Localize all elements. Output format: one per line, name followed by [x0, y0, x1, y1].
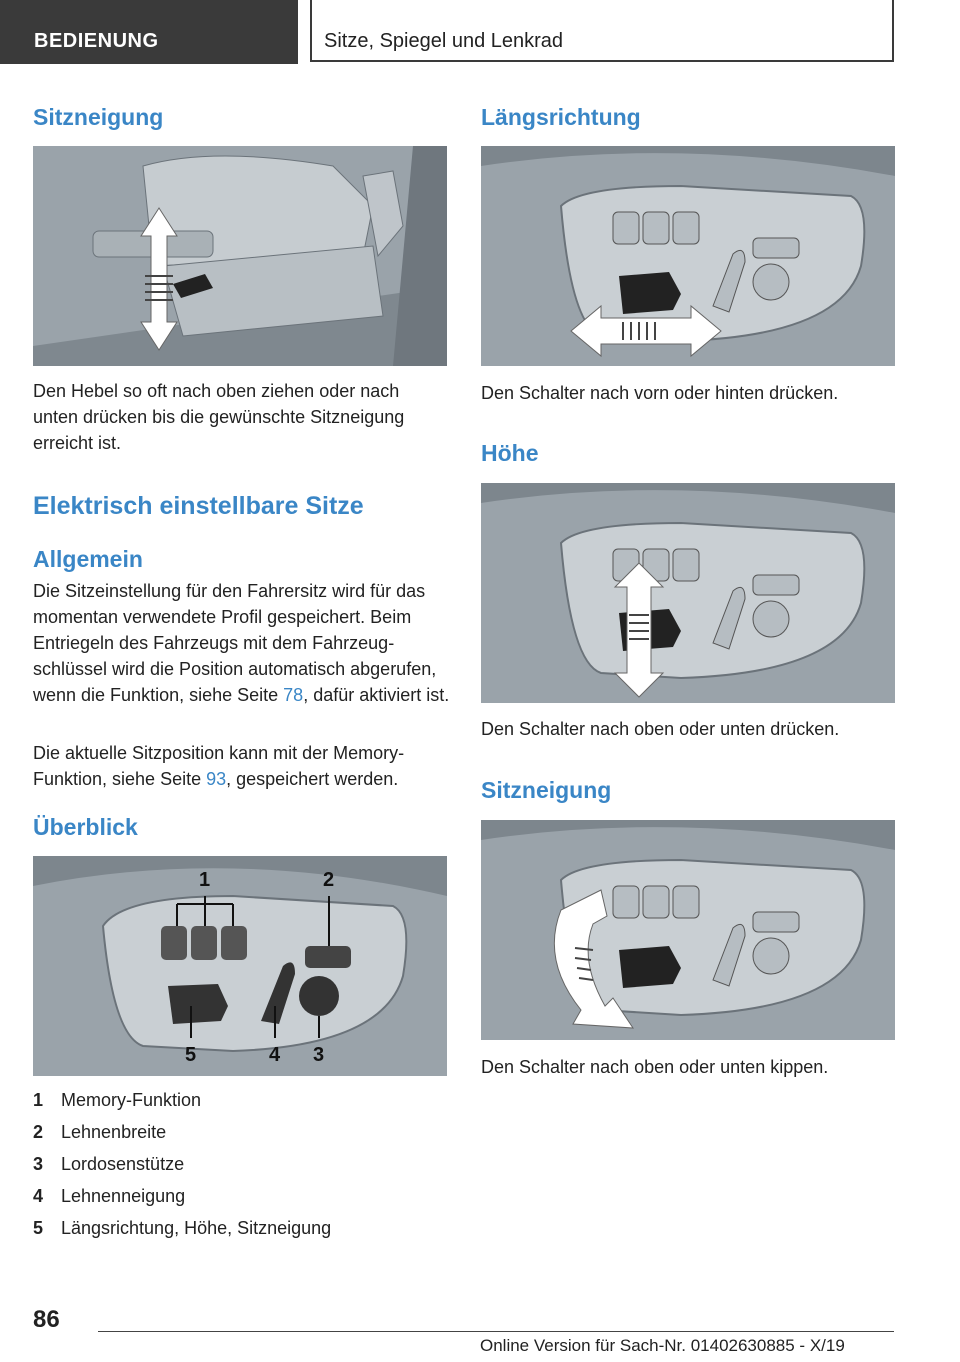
footer-online-version: Online Version für Sach-Nr. 01402630885 - X/19: [480, 1336, 845, 1355]
text-seat-tilt: Den Hebel so oft nach oben ziehen oder nach unten drücken bis die gewünschte Sitzneigung erreicht ist.: [33, 381, 405, 453]
text-longitudinal: Den Schalter nach vorn oder hinten drücken.: [481, 383, 839, 403]
header-section-label: BEDIENUNG: [34, 30, 159, 52]
heading-seat-tilt: Sitzneigung: [33, 104, 164, 130]
callout-4: 4: [269, 1044, 281, 1066]
heading-height: Höhe: [481, 440, 539, 466]
illustration-switch-up-down: [481, 483, 895, 703]
text-height: Den Schalter nach oben oder unten drücken.: [481, 719, 840, 739]
callout-1: 1: [199, 869, 211, 891]
page-number: 86: [33, 1306, 60, 1333]
footer-divider: [98, 1331, 894, 1332]
heading-tilt-switch: Sitzneigung: [481, 777, 612, 803]
heading-longitudinal: Längsrichtung: [481, 104, 641, 130]
callout-3: 3: [313, 1044, 325, 1066]
text-tilt-switch: Den Schalter nach oben oder unten kippen.: [481, 1057, 829, 1077]
text-general-profile: Die Sitzeinstellung für den Fahrersitz wird für das momentan verwendete Profil gespeichert. Beim Entriegeln des Fahrzeugs mit dem Fahrzeugschlüssel wird die Position automatisch abgerufen, wenn die Funktion, siehe Seite 78, dafür aktiviert ist.: [33, 581, 450, 705]
text-general-memory: Die aktuelle Sitzposition kann mit der Memory-Funktion, siehe Seite 93, gespeichert werden.: [33, 743, 405, 789]
callout-2: 2: [323, 869, 335, 891]
illustration-switch-forward-back: [481, 146, 895, 366]
heading-general: Allgemein: [33, 546, 143, 572]
illustration-switch-tilt: [481, 820, 895, 1040]
callout-5: 5: [185, 1044, 197, 1066]
heading-electric-seats: Elektrisch einstellbare Sitze: [33, 492, 364, 520]
page-link-93[interactable]: 93: [206, 769, 227, 789]
heading-overview: Überblick: [33, 814, 138, 840]
header-section-tab: [0, 0, 298, 64]
illustration-seat-controls-overview: [33, 856, 447, 1076]
header-chapter-box: [310, 0, 894, 62]
header-chapter-label: Sitze, Spiegel und Lenkrad: [324, 30, 564, 52]
illustration-seat-tilt-lever: [33, 146, 447, 366]
page-link-78[interactable]: 78: [283, 685, 304, 705]
